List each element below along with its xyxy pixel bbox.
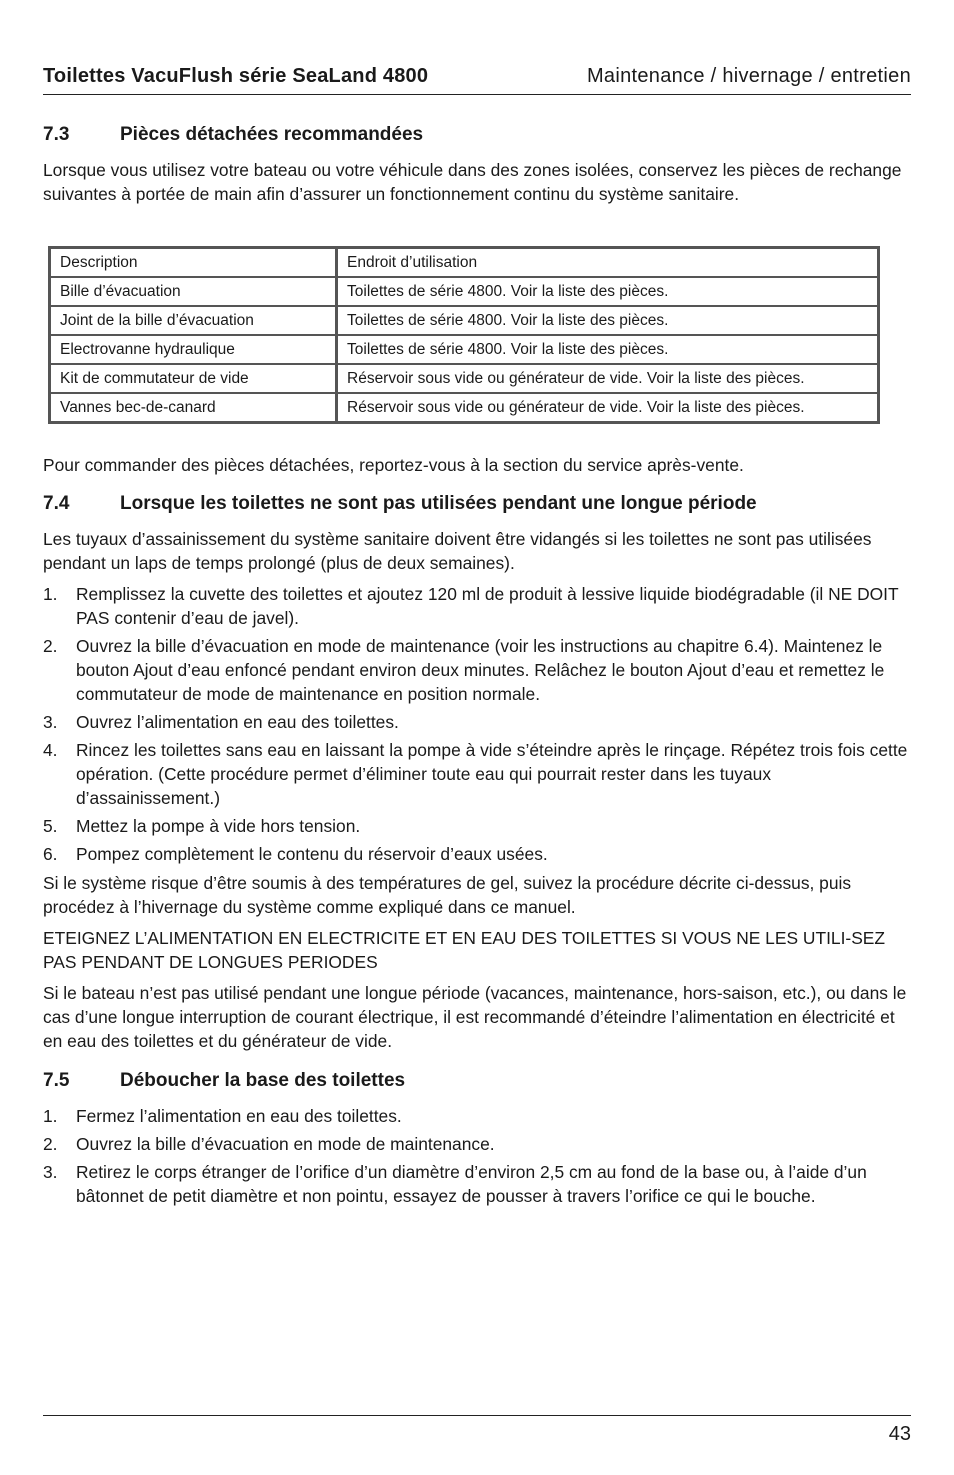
list-item [43, 842, 911, 866]
table-cell-location: Réservoir sous vide ou générateur de vide. Voir la liste des pièces. [337, 364, 878, 393]
table-header-cell: Endroit d’utilisation [337, 248, 878, 277]
table-cell-description: Vannes bec-de-canard [50, 393, 337, 422]
section-7-3-intro: Lorsque vous utilisez votre bateau ou votre véhicule dans des zones isolées, conservez les pièces de rechange suivantes à portée de main afin d’assurer un fonctionnement continu du système sanitaire. [43, 160, 902, 204]
section-7-4-heading [43, 493, 757, 515]
section-title: Pièces détachées recommandées [120, 124, 424, 145]
step-text: Ouvrez la bille d’évacuation en mode de maintenance (voir les instructions au chapitre 6.4). Maintenez le bouton Ajout d’eau enfoncé pendant environ deux minutes. Relâchez le bouton Ajout d’eau et remettez le commutateur de mode de maintenance en position normale. [76, 636, 885, 704]
step-text: Retirez le corps étranger de l’orifice d’un diamètre d’environ 2,5 cm au fond de la base ou, à l’aide d’un bâtonnet de petit diamètre et non pointu, essayez de pousser à travers l’orifice ce qui le bouche. [76, 1162, 867, 1206]
step-number: 1. [43, 1106, 58, 1126]
step-text: Fermez l’alimentation en eau des toilettes. [76, 1106, 402, 1126]
step-text: Mettez la pompe à vide hors tension. [76, 816, 361, 836]
page-number: 43 [888, 1423, 911, 1445]
step-text: Ouvrez l’alimentation en eau des toilettes. [76, 712, 399, 732]
section-7-4-warning: ETEIGNEZ L’ALIMENTATION EN ELECTRICITE ET EN EAU DES TOILETTES SI VOUS NE LES UTILI-SEZ PAS PENDANT DE LONGUES PERIODES [43, 928, 886, 972]
step-text: Pompez complètement le contenu du réservoir d’eaux usées. [76, 844, 548, 864]
section-7-4-steps [43, 582, 911, 870]
section-number: 7.5 [43, 1070, 70, 1091]
footer-divider [43, 1415, 911, 1416]
section-title: Lorsque les toilettes ne sont pas utilisées pendant une longue période [120, 493, 757, 514]
page-header [43, 64, 911, 95]
table-cell-description: Bille d’évacuation [50, 277, 337, 306]
table-header-cell: Description [50, 248, 337, 277]
spare-parts-table [48, 246, 880, 424]
list-item [43, 582, 911, 630]
step-text: Ouvrez la bille d’évacuation en mode de maintenance. [76, 1134, 495, 1154]
section-number: 7.3 [43, 124, 70, 145]
header-product-title: Toilettes VacuFlush série SeaLand 4800 [43, 65, 429, 87]
section-number: 7.4 [43, 493, 70, 514]
list-item [43, 1160, 911, 1208]
table-row [50, 393, 878, 422]
table-header-row [50, 248, 878, 277]
section-7-5-steps [43, 1104, 911, 1212]
table-row [50, 306, 878, 335]
step-number: 2. [43, 1134, 58, 1154]
list-item [43, 1104, 911, 1128]
step-number: 4. [43, 740, 58, 760]
list-item [43, 1132, 911, 1156]
section-7-4-intro: Les tuyaux d’assainissement du système sanitaire doivent être vidangés si les toilettes ne sont pas utilisées pendant un laps de temps prolongé (plus de deux semaines). [43, 529, 872, 573]
section-7-5-heading [43, 1070, 405, 1092]
step-number: 5. [43, 816, 58, 836]
list-item [43, 710, 911, 734]
table-cell-location: Réservoir sous vide ou générateur de vide. Voir la liste des pièces. [337, 393, 878, 422]
table-cell-description: Joint de la bille d’évacuation [50, 306, 337, 335]
step-text: Rincez les toilettes sans eau en laissant la pompe à vide s’éteindre après le rinçage. Répétez trois fois cette opération. (Cette procédure permet d’éliminer toute eau qui pourrait rester dans les tuyaux d’assainissement.) [76, 740, 908, 808]
table-row [50, 277, 878, 306]
step-number: 3. [43, 712, 58, 732]
header-chapter-title: Maintenance / hivernage / entretien [586, 65, 911, 87]
table-row [50, 335, 878, 364]
list-item [43, 634, 911, 706]
step-number: 6. [43, 844, 58, 864]
document-page [43, 0, 911, 1475]
table-cell-location: Toilettes de série 4800. Voir la liste des pièces. [337, 335, 878, 364]
table-cell-location: Toilettes de série 4800. Voir la liste des pièces. [337, 277, 878, 306]
section-7-3-heading [43, 124, 423, 146]
list-item [43, 738, 911, 810]
table-cell-description: Electrovanne hydraulique [50, 335, 337, 364]
step-number: 3. [43, 1162, 58, 1182]
table-row [50, 364, 878, 393]
section-title: Déboucher la base des toilettes [120, 1070, 406, 1091]
step-number: 1. [43, 584, 58, 604]
table-cell-description: Kit de commutateur de vide [50, 364, 337, 393]
section-7-3-order-note: Pour commander des pièces détachées, reportez-vous à la section du service après-vente. [43, 455, 744, 475]
step-text: Remplissez la cuvette des toilettes et ajoutez 120 ml de produit à lessive liquide biodégradable (il NE DOIT PAS contenir d’eau de javel). [76, 584, 899, 628]
step-number: 2. [43, 636, 58, 656]
section-7-4-long-period-note: Si le bateau n’est pas utilisé pendant une longue période (vacances, maintenance, hors-saison, etc.), ou dans le cas d’une longue interruption de courant électrique, il est recommandé d’éteindre l’alimentation en électricité et en eau des toilettes et du générateur de vide. [43, 983, 907, 1051]
list-item [43, 814, 911, 838]
section-7-4-freeze-note: Si le système risque d’être soumis à des températures de gel, suivez la procédure décrite ci-dessus, puis procédez à l’hivernage du système comme expliqué dans ce manuel. [43, 873, 852, 917]
table-cell-location: Toilettes de série 4800. Voir la liste des pièces. [337, 306, 878, 335]
